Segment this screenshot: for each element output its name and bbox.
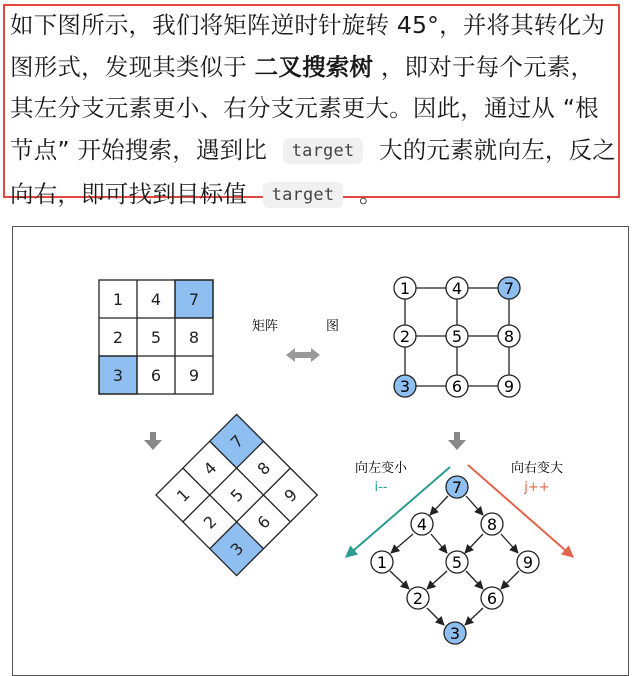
- tree-nodes: [371, 476, 539, 644]
- rotated-cell-text: 8: [253, 458, 275, 479]
- tree-node-text: 6: [486, 589, 498, 608]
- text-part-2: ，即对于每个元素，其左分支元素更小、右分支元素更大。因此，通过从 “根节点” 开始搜索，遇到比: [10, 52, 599, 164]
- down-arrow-icon: [448, 432, 466, 450]
- graph-node-text: 1: [399, 279, 411, 298]
- matrix-cell-text: 2: [112, 328, 124, 347]
- graph-node-text: 9: [503, 377, 515, 396]
- matrix-cell-text: 8: [188, 328, 200, 347]
- rotated-cell-text: 9: [280, 485, 302, 506]
- label-j-plus: j++: [524, 480, 550, 495]
- text-part-3: 大的元素就向左，反之向右，即可找到目标值: [10, 135, 616, 208]
- label-left-smaller: 向左变小: [354, 461, 408, 476]
- matrix-graph-figure: [12, 226, 629, 676]
- graph-node-text: 4: [451, 279, 463, 298]
- tree-node-text: 1: [376, 553, 388, 572]
- tree-node-text: 9: [522, 553, 534, 572]
- label-graph: 图: [326, 319, 340, 334]
- graph-node-text: 8: [503, 327, 515, 346]
- grid-graph-nodes: [394, 277, 520, 397]
- left-direction-arrow: [346, 467, 450, 557]
- rotated-cell-text: 1: [172, 485, 194, 506]
- rotated-cell-text: 2: [199, 511, 221, 533]
- matrix-cell-text: 7: [188, 290, 200, 309]
- label-right-larger: 向右变大: [510, 461, 564, 476]
- inline-code-target-2: target: [263, 182, 344, 208]
- matrix-cell-text: 1: [112, 290, 124, 309]
- tree-node-text: 4: [416, 515, 428, 534]
- graph-node-text: 6: [451, 377, 463, 396]
- tree-node-text: 7: [451, 478, 463, 497]
- rotated-matrix: [156, 414, 317, 575]
- label-i-minus: i--: [374, 480, 388, 495]
- matrix-cell-text: 3: [112, 366, 124, 385]
- graph-node-text: 7: [503, 279, 515, 298]
- bold-term: 二叉搜索树: [254, 52, 374, 81]
- explanation-paragraph: [10, 5, 616, 219]
- tree-node-text: 3: [449, 624, 461, 643]
- inline-code-target-1: target: [283, 138, 364, 164]
- rotated-cell-text: 6: [253, 511, 275, 533]
- rotated-cell-text: 7: [226, 431, 248, 452]
- matrix-cell-text: 9: [188, 366, 200, 385]
- graph-node-text: 3: [399, 377, 411, 396]
- tree-node-text: 5: [451, 553, 463, 572]
- graph-node-text: 5: [451, 327, 463, 346]
- figure-svg: [13, 227, 630, 667]
- down-arrow-icon: [144, 432, 162, 450]
- rotated-cell-text: 5: [226, 485, 248, 506]
- matrix-cell-text: 4: [150, 290, 162, 309]
- rotated-cell-text: 4: [199, 458, 221, 479]
- tree-node-text: 8: [486, 515, 498, 534]
- matrix-cell-text: 6: [150, 366, 162, 385]
- double-arrow-icon: [286, 348, 320, 362]
- matrix-cell-text: 5: [150, 328, 162, 347]
- tree-node-text: 2: [412, 589, 424, 608]
- rotated-cell-text: 3: [226, 538, 248, 560]
- graph-node-text: 2: [399, 327, 411, 346]
- label-matrix: 矩阵: [252, 319, 279, 334]
- text-part-4: 。: [358, 180, 383, 208]
- text-part-1: 如下图所示，我们将矩阵逆时针旋转 45°，并将其转化为图形式，发现其类似于: [10, 11, 606, 81]
- right-direction-arrow: [468, 465, 573, 557]
